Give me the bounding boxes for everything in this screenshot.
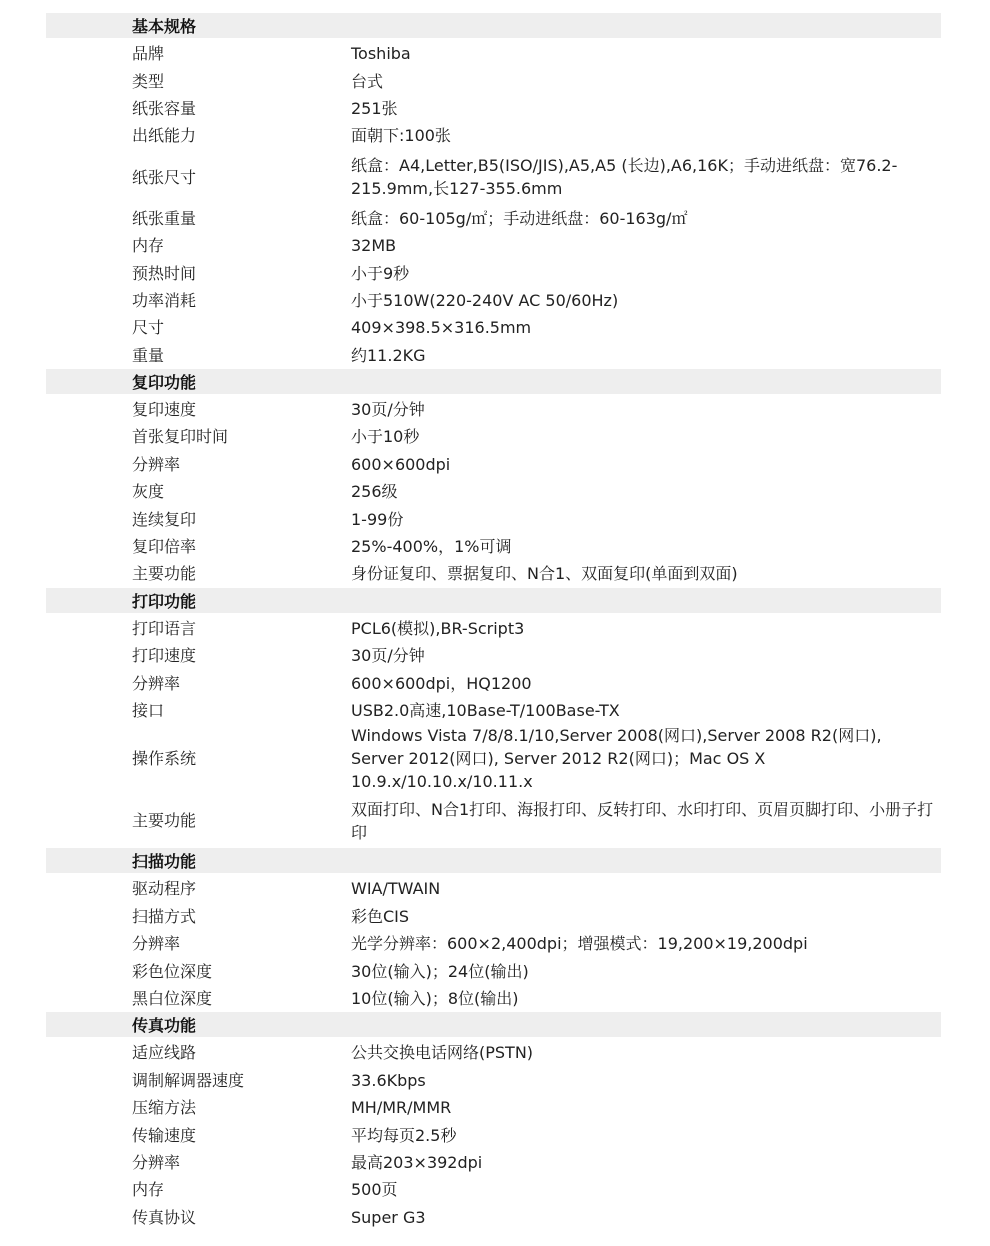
section-print [46, 588, 941, 849]
section-header: 打印功能 [46, 588, 941, 613]
spec-value: 409×398.5×316.5mm [351, 318, 532, 338]
spec-value: 小于9秒 [351, 263, 410, 283]
section-header: 扫描功能 [46, 848, 941, 873]
spec-row [46, 930, 941, 957]
spec-row [46, 1094, 941, 1121]
spec-row [46, 957, 941, 984]
spec-label: 分辨率 [132, 1152, 181, 1172]
spec-label: 压缩方法 [132, 1098, 197, 1118]
spec-label: 传真协议 [132, 1207, 197, 1227]
section-header: 复印功能 [46, 369, 941, 394]
spec-value: 面朝下:100张 [351, 126, 451, 146]
section-fax [46, 1012, 941, 1231]
spec-row [46, 1149, 941, 1176]
spec-value: 约11.2KG [351, 345, 426, 365]
spec-value: 小于510W(220-240V AC 50/60Hz) [351, 290, 619, 310]
spec-row [46, 40, 941, 67]
spec-row [46, 342, 941, 369]
spec-label: 首张复印时间 [132, 427, 229, 447]
spec-label: 主要功能 [132, 811, 197, 831]
spec-value: 600×600dpi [351, 454, 451, 474]
spec-row [46, 314, 941, 341]
spec-label: 扫描方式 [132, 906, 197, 926]
spec-value: 33.6Kbps [351, 1070, 426, 1090]
spec-row [46, 287, 941, 314]
spec-row [46, 560, 941, 587]
spec-value: 32MB [351, 236, 397, 256]
spec-row [46, 903, 941, 930]
spec-row [46, 615, 941, 642]
spec-label: 出纸能力 [132, 126, 197, 146]
spec-label: 主要功能 [132, 564, 197, 584]
section-basic-specs [46, 13, 941, 369]
spec-row [46, 533, 941, 560]
spec-label: 黑白位深度 [132, 988, 213, 1008]
spec-label: 复印倍率 [132, 537, 197, 557]
spec-value: 光学分辨率：600×2,400dpi；增强模式：19,200×19,200dpi [351, 934, 808, 954]
spec-value: 纸盒：60-105g/㎡；手动进纸盘：60-163g/㎡ [351, 208, 688, 228]
spec-row [46, 205, 941, 232]
spec-row [46, 1204, 941, 1231]
spec-label: 调制解调器速度 [132, 1070, 245, 1090]
spec-row [46, 724, 941, 793]
spec-sheet [46, 13, 941, 1231]
spec-row [46, 1039, 941, 1066]
spec-row [46, 697, 941, 724]
spec-value: Super G3 [351, 1207, 426, 1227]
spec-value: MH/MR/MMR [351, 1098, 452, 1118]
spec-row [46, 67, 941, 94]
spec-value: Windows Vista 7/8/8.1/10,Server 2008(网口),Server 2008 R2(网口), Server 2012(网口), Server 2012 R2(网口)；Mac OS X 10.9.x/10.10.x/10.11.x [351, 726, 882, 792]
section-header: 基本规格 [46, 13, 941, 38]
spec-row [46, 1176, 941, 1203]
spec-label: 类型 [132, 71, 165, 91]
spec-label: 彩色位深度 [132, 961, 213, 981]
spec-label: 分辨率 [132, 934, 181, 954]
spec-value: 30页/分钟 [351, 400, 425, 420]
spec-value: Toshiba [351, 44, 411, 64]
spec-row [46, 232, 941, 259]
spec-row [46, 985, 941, 1012]
spec-value: 256级 [351, 482, 398, 502]
spec-row [46, 793, 941, 848]
spec-label: 纸张尺寸 [132, 167, 197, 187]
spec-value: 251张 [351, 98, 398, 118]
spec-label: 内存 [132, 1180, 165, 1200]
spec-value: 身份证复印、票据复印、N合1、双面复印(单面到双面) [351, 564, 738, 584]
spec-label: 连续复印 [132, 509, 197, 529]
spec-row [46, 1121, 941, 1148]
section-header: 传真功能 [46, 1012, 941, 1037]
spec-value: 1-99份 [351, 509, 404, 529]
spec-value: 公共交换电话网络(PSTN) [351, 1043, 534, 1063]
spec-label: 灰度 [132, 482, 165, 502]
spec-value: 30位(输入)；24位(输出) [351, 961, 529, 981]
spec-label: 尺寸 [132, 318, 165, 338]
spec-label: 品牌 [132, 44, 165, 64]
spec-value: 彩色CIS [351, 906, 410, 926]
section-scan [46, 848, 941, 1012]
section-copy [46, 369, 941, 588]
spec-row [46, 642, 941, 669]
spec-label: 纸张容量 [132, 98, 197, 118]
spec-value: 台式 [351, 71, 384, 91]
spec-value: 25%-400%，1%可调 [351, 537, 512, 557]
spec-row [46, 875, 941, 902]
spec-label: 内存 [132, 236, 165, 256]
spec-row [46, 150, 941, 205]
spec-label: 驱动程序 [132, 879, 197, 899]
spec-value: 小于10秒 [351, 427, 420, 447]
spec-value: 30页/分钟 [351, 646, 425, 666]
spec-label: 功率消耗 [132, 290, 197, 310]
spec-row [46, 122, 941, 149]
spec-row [46, 259, 941, 286]
spec-label: 打印语言 [132, 618, 197, 638]
spec-value: 最高203×392dpi [351, 1152, 483, 1172]
spec-label: 预热时间 [132, 263, 197, 283]
spec-row [46, 451, 941, 478]
spec-value: USB2.0高速,10Base-T/100Base-TX [351, 701, 620, 720]
spec-label: 复印速度 [132, 400, 197, 420]
spec-value: 纸盒：A4,Letter,B5(ISO/JIS),A5,A5 (长边),A6,16K；手动进纸盘：宽76.2-215.9mm,长127-355.6mm [351, 156, 898, 199]
spec-value: PCL6(模拟),BR-Script3 [351, 618, 525, 638]
spec-row [46, 396, 941, 423]
spec-label: 重量 [132, 345, 165, 365]
spec-row [46, 423, 941, 450]
spec-label: 接口 [132, 701, 165, 720]
spec-row [46, 1067, 941, 1094]
spec-value: 10位(输入)；8位(输出) [351, 988, 519, 1008]
spec-label: 打印速度 [132, 646, 197, 666]
spec-label: 操作系统 [132, 749, 197, 769]
spec-value: 500页 [351, 1180, 398, 1200]
spec-value: 平均每页2.5秒 [351, 1125, 457, 1145]
spec-label: 分辨率 [132, 673, 181, 693]
spec-value: 双面打印、N合1打印、海报打印、反转打印、水印打印、页眉页脚打印、小册子打印 [351, 799, 934, 842]
spec-row [46, 505, 941, 532]
spec-label: 适应线路 [132, 1043, 197, 1063]
spec-label: 分辨率 [132, 454, 181, 474]
spec-value: 600×600dpi，HQ1200 [351, 673, 532, 693]
spec-row [46, 478, 941, 505]
spec-row [46, 95, 941, 122]
spec-row [46, 669, 941, 696]
spec-value: WIA/TWAIN [351, 879, 441, 899]
spec-label: 纸张重量 [132, 208, 197, 228]
spec-label: 传输速度 [132, 1125, 197, 1145]
